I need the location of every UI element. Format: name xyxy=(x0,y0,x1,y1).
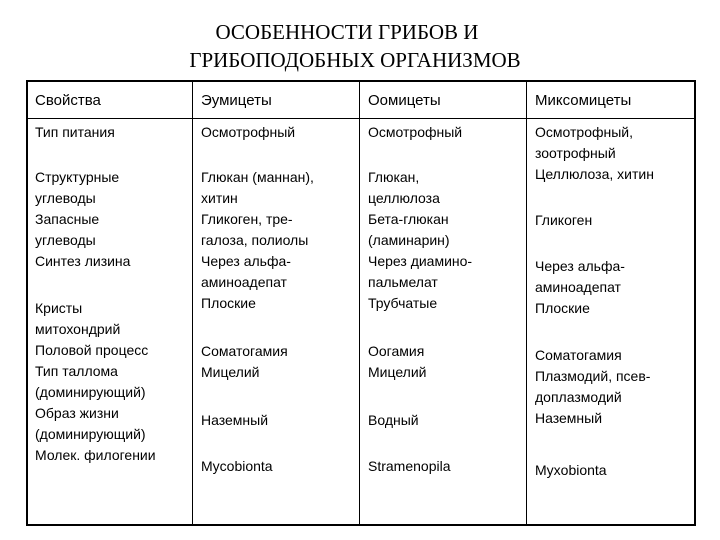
property-carbohydrates: Структурные углеводы Запасные углеводы Синтез лизина xyxy=(35,169,131,269)
property-features: Кристы митохондрий Половой процесс Тип таллома (доминирующий) Образ жизни (доминирующий) Молек. филогении xyxy=(35,300,156,463)
header-eumycetes: Эумицеты xyxy=(201,92,272,109)
title-line-1: ОСОБЕННОСТИ ГРИБОВ И xyxy=(215,20,479,44)
property-nutrition: Тип питания xyxy=(35,124,115,140)
myxomycetes-lysine-cristae: Через альфа- аминоадепат Плоские xyxy=(535,258,625,316)
eumycetes-nutrition: Осмотрофный xyxy=(201,124,296,140)
myxomycetes-phylogeny: Myxobionta xyxy=(535,462,607,478)
oomycetes-biochemistry: Глюкан, целлюлоза Бета-глюкан (ламинарин) Через диамино- пальмелат Трубчатые xyxy=(368,169,473,311)
comparison-table xyxy=(26,80,696,526)
oomycetes-phylogeny: Stramenopila xyxy=(368,458,451,474)
myxomycetes-nutrition-structure: Осмотрофный, зоотрофный Целлюлоза, хитин xyxy=(535,124,654,182)
header-myxomycetes: Миксомицеты xyxy=(535,92,632,109)
eumycetes-biochemistry: Глюкан (маннан), хитин Гликоген, тре- галоза, полиолы Через альфа- аминоадепат Плоские xyxy=(201,169,314,311)
header-properties: Свойства xyxy=(35,92,101,109)
column-divider-3 xyxy=(526,82,527,524)
title-line-2: ГРИБОПОДОБНЫХ ОРГАНИЗМОВ xyxy=(189,48,521,72)
oomycetes-lifestyle: Водный xyxy=(368,412,419,428)
oomycetes-reproduction-thallus: Оогамия Мицелий xyxy=(368,343,427,380)
header-oomycetes: Оомицеты xyxy=(368,92,441,109)
myxomycetes-storage: Гликоген xyxy=(535,212,593,228)
oomycetes-nutrition: Осмотрофный xyxy=(368,124,463,140)
column-divider-2 xyxy=(359,82,360,524)
page-title xyxy=(0,18,720,74)
column-divider-1 xyxy=(192,82,193,524)
eumycetes-phylogeny: Mycobionta xyxy=(201,458,273,474)
myxomycetes-reproduction-lifestyle: Соматогамия Плазмодий, псев- доплазмодий Наземный xyxy=(535,347,651,426)
eumycetes-lifestyle: Наземный xyxy=(201,412,269,428)
eumycetes-reproduction-thallus: Соматогамия Мицелий xyxy=(201,343,288,380)
header-divider xyxy=(28,118,694,119)
